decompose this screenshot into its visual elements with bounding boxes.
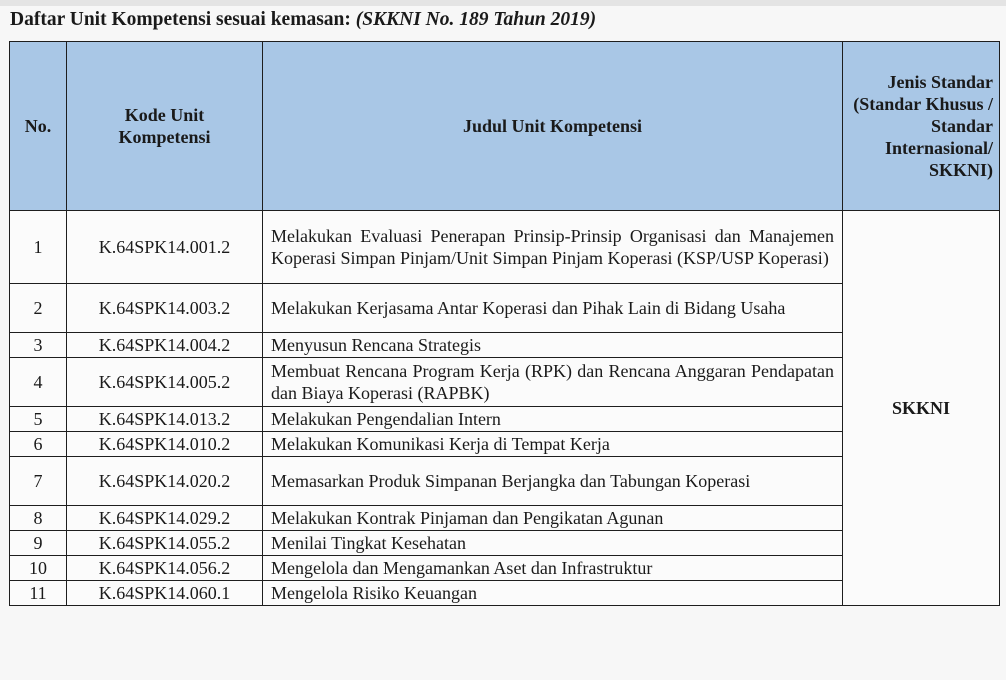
cell-title: Melakukan Pengendalian Intern	[263, 407, 843, 432]
cell-no: 10	[10, 556, 67, 581]
cell-no: 4	[10, 358, 67, 407]
cell-title: Mengelola dan Mengamankan Aset dan Infrastruktur	[263, 556, 843, 581]
cell-title: Melakukan Kontrak Pinjaman dan Pengikatan Agunan	[263, 506, 843, 531]
cell-no: 6	[10, 432, 67, 457]
cell-no: 5	[10, 407, 67, 432]
cell-title: Memasarkan Produk Simpanan Berjangka dan Tabungan Koperasi	[263, 457, 843, 506]
cell-code: K.64SPK14.004.2	[67, 333, 263, 358]
cell-no: 9	[10, 531, 67, 556]
caption-reference: (SKKNI No. 189 Tahun 2019)	[355, 9, 597, 30]
cell-code: K.64SPK14.001.2	[67, 211, 263, 284]
competency-units-table	[9, 41, 1000, 606]
header-standard-type: Jenis Standar (Standar Khusus / Standar Internasional/ SKKNI)	[843, 42, 1000, 211]
cell-code: K.64SPK14.005.2	[67, 358, 263, 407]
table-caption	[10, 8, 596, 32]
cell-code: K.64SPK14.020.2	[67, 457, 263, 506]
cell-code: K.64SPK14.029.2	[67, 506, 263, 531]
cell-no: 7	[10, 457, 67, 506]
cell-standard-type: SKKNI	[843, 211, 1000, 606]
cell-title: Melakukan Komunikasi Kerja di Tempat Kerja	[263, 432, 843, 457]
cell-no: 1	[10, 211, 67, 284]
cell-code: K.64SPK14.003.2	[67, 284, 263, 333]
top-strip	[0, 0, 1006, 6]
cell-title: Melakukan Kerjasama Antar Koperasi dan Pihak Lain di Bidang Usaha	[263, 284, 843, 333]
cell-code: K.64SPK14.055.2	[67, 531, 263, 556]
cell-no: 2	[10, 284, 67, 333]
cell-no: 3	[10, 333, 67, 358]
cell-code: K.64SPK14.056.2	[67, 556, 263, 581]
table-header-row	[10, 42, 1000, 211]
cell-title: Mengelola Risiko Keuangan	[263, 581, 843, 606]
cell-title: Melakukan Evaluasi Penerapan Prinsip-Prinsip Organisasi dan Manajemen Koperasi Simpan Pinjam/Unit Simpan Pinjam Koperasi (KSP/USP Koperasi)	[263, 211, 843, 284]
header-no: No.	[10, 42, 67, 211]
cell-title: Menyusun Rencana Strategis	[263, 333, 843, 358]
header-code: Kode Unit Kompetensi	[67, 42, 263, 211]
cell-code: K.64SPK14.013.2	[67, 407, 263, 432]
cell-title: Menilai Tingkat Kesehatan	[263, 531, 843, 556]
cell-no: 8	[10, 506, 67, 531]
cell-code: K.64SPK14.010.2	[67, 432, 263, 457]
cell-code: K.64SPK14.060.1	[67, 581, 263, 606]
header-title: Judul Unit Kompetensi	[263, 42, 843, 211]
caption-label: Daftar Unit Kompetensi sesuai kemasan:	[10, 9, 351, 30]
cell-no: 11	[10, 581, 67, 606]
table-row	[10, 211, 1000, 284]
cell-title: Membuat Rencana Program Kerja (RPK) dan Rencana Anggaran Pendapatan dan Biaya Koperasi (RAPBK)	[263, 358, 843, 407]
